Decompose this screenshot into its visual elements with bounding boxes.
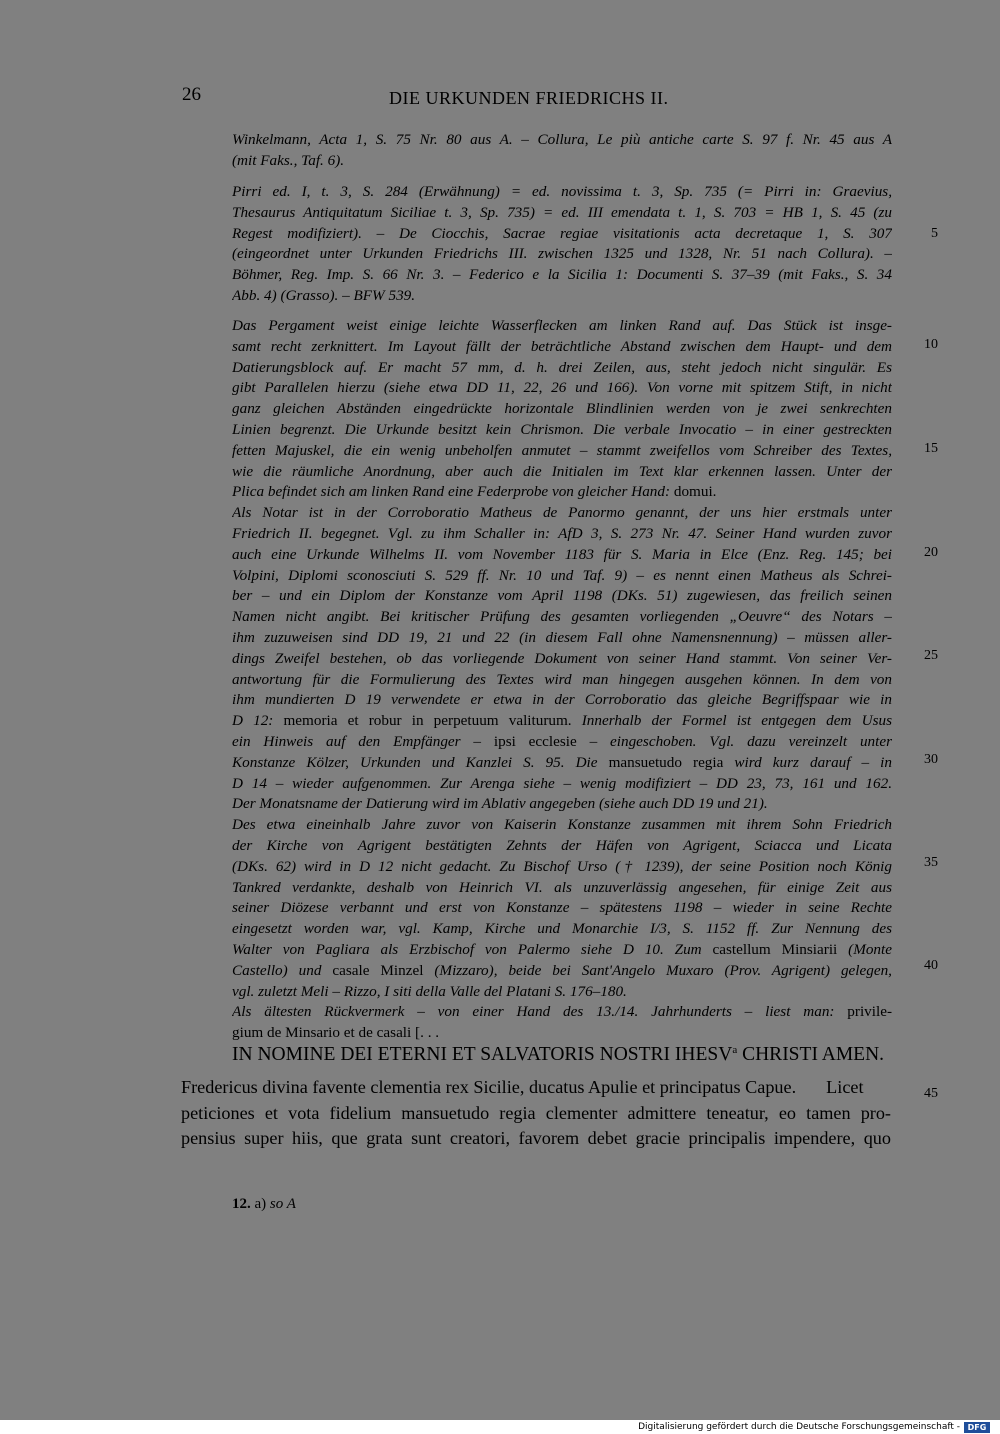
note-line: (DKs. 62) wird in D 12 nicht gedacht. Zu Bischof Urso († 1239), der seine Position noch König — [232, 857, 892, 875]
note-line — [232, 961, 892, 982]
footnote-number: 12. — [232, 1196, 251, 1212]
invocatio-heading — [232, 1044, 884, 1066]
note-line: gium de Minsario et de casali [. . . — [232, 1024, 440, 1042]
note-text: wird kurz darauf – in — [723, 753, 892, 771]
line-number: 40 — [924, 958, 938, 973]
note-line: Volpini, Diplomi sconosciuti S. 529 ff. Nr. 10 und Taf. 9) – es nennt einen Matheus als Schrei- — [232, 566, 892, 584]
note-text: (Mizzaro), beide bei Sant'Angelo Muxaro (Prov. Agrigent) gelegen, — [423, 961, 892, 979]
note-line: Als Notar ist in der Corroboratio Matheus de Panormo genannt, der uns hier erstmals unter — [232, 504, 892, 522]
note-text: Innerhalb der Formel ist entgegen dem Usus — [571, 712, 892, 730]
line-number: 15 — [924, 441, 938, 456]
invocatio-text: IN NOMINE DEI ETERNI ET SALVATORIS NOSTRI IHESV — [232, 1044, 733, 1065]
note-line: ber – und ein Diplom der Konstanze vom April 1198 (DKs. 51) zugewiesen, das freilich seinen — [232, 587, 892, 605]
note-line: (mit Faks., Taf. 6). — [232, 151, 345, 169]
note-line: Linien begrenzt. Die Urkunde besitzt kein Chrismon. Die verbale Invocatio – in einer gestreckten — [232, 420, 892, 438]
note-line: Der Monatsname der Datierung wird im Ablativ angegeben (siehe auch DD 19 und 21). — [232, 795, 768, 813]
funding-credit: Digitalisierung gefördert durch die Deutsche Forschungsgemeinschaft - — [638, 1422, 960, 1432]
text-line: peticiones et vota fidelium mansuetudo regia clementer admittere teneatur, eo tamen pro- — [181, 1102, 891, 1123]
note-line: Tankred verdankte, deshalb von Heinrich VI. als unzuverlässig angesehen, für einige Zeit aus — [232, 878, 892, 896]
note-line — [232, 940, 892, 961]
note-text: Walter von Pagliara als Erzbischof von Palermo siehe D 10. Zum — [232, 940, 702, 958]
note-line: (eingeordnet unter Urkunden Friedrichs III. zwischen 1325 und 1328, Nr. 51 nach Collura). – — [232, 245, 892, 263]
quoted-source-text: ipsi ecclesie — [493, 732, 577, 750]
note-line: samt recht zerknittert. Im Layout fällt der beträchtliche Abstand zwischen dem Haupt- und dem — [232, 337, 892, 355]
line-number: 30 — [924, 752, 938, 767]
note-text: D 12: — [232, 712, 284, 730]
bibliography-block-a — [232, 130, 892, 172]
note-line: Winkelmann, Acta 1, S. 75 Nr. 80 aus A. – Collura, Le più antiche carte S. 97 f. Nr. 45 aus A — [232, 131, 892, 148]
charter-text — [181, 1075, 891, 1152]
note-text: Konstanze Kölzer, Urkunden und Kanzlei S. 95. Die — [232, 753, 609, 771]
bibliography-block-b — [232, 182, 892, 307]
note-text: Als ältesten Rückvermerk – von einer Hand des 13./14. Jahrhunderts – liest man: — [232, 1003, 835, 1021]
text-line — [181, 1075, 891, 1101]
footer-bar — [0, 1420, 1000, 1434]
note-line: auch eine Urkunde Wilhelms II. vom November 1183 für S. Maria in Elce (Enz. Reg. 145; bei — [232, 545, 892, 563]
footnote-marker: a — [732, 1044, 738, 1056]
text-segment: Fredericus divina favente clementia rex Sicilie, ducatus Apulie et principatus Capue. — [181, 1077, 797, 1097]
page-number: 26 — [182, 84, 201, 105]
quoted-source-text: castellum Minsiarii — [701, 940, 838, 958]
quoted-source-text: mansuetudo regia — [608, 753, 724, 771]
line-number: 25 — [924, 648, 938, 663]
note-line — [232, 732, 892, 753]
note-line: Thesaurus Antiquitatum Siciliae t. 3, Sp. 735) = ed. III emendata t. 1, S. 703 = HB 1, S. 45 (zu — [232, 203, 892, 221]
commentary-block — [232, 316, 892, 1044]
note-line: vgl. zuletzt Meli – Rizzo, I siti della Valle del Platani S. 176–180. — [232, 982, 627, 1000]
note-text: (Monte — [837, 940, 892, 958]
note-line: Friedrich II. begegnet. Vgl. zu ihm Schaller in: AfD 3, S. 273 Nr. 47. Seiner Hand wurden zuvor — [232, 524, 892, 542]
note-line: Des etwa eineinhalb Jahre zuvor von Kaiserin Konstanze zusammen mit ihrem Sohn Friedrich — [232, 816, 892, 834]
note-line: Abb. 4) (Grasso). – BFW 539. — [232, 286, 416, 304]
note-line: dings Zweifel bestehen, ob das vorliegende Dokument von seiner Hand stammt. Von seiner Ver- — [232, 649, 892, 667]
text-line: pensius super hiis, que grata sunt creatori, favorem debet gracie principalis impendere, quo — [181, 1128, 891, 1149]
note-text: ein Hinweis auf den Empfänger – — [232, 732, 494, 750]
note-line: seiner Diözese verbannt und erst von Konstanze – spätestens 1198 – wieder in seine Rechte — [232, 899, 892, 917]
note-line: Pirri ed. I, t. 3, S. 284 (Erwähnung) = ed. novissima t. 3, Sp. 735 (= Pirri in: Graevius, — [232, 183, 892, 200]
note-text: – eingeschoben. Vgl. dazu vereinzelt unter — [576, 732, 892, 750]
note-line: Böhmer, Reg. Imp. S. 66 Nr. 3. – Federico e la Sicilia 1: Documenti S. 37–39 (mit Faks., S. 34 — [232, 266, 892, 284]
note-line: der Kirche von Agrigent bestätigten Zehnts der Häfen von Agrigent, Sciacca und Licata — [232, 836, 892, 854]
footnote-marker: a) — [250, 1196, 267, 1212]
note-line: Regest modifiziert). – De Ciocchis, Sacrae regiae visitationis acta decretaque 1, S. 307 — [232, 224, 892, 242]
note-line: ihm mundierten D 19 verwendete er etwa in der Corroboratio das gleiche Begriffspaar wie in — [232, 691, 892, 709]
quoted-source-text: memoria et robur in perpetuum valiturum. — [283, 712, 572, 730]
line-number: 45 — [924, 1086, 938, 1101]
note-line: D 14 – wieder aufgenommen. Zur Arenga siehe – wenig modifiziert – DD 23, 73, 161 und 162. — [232, 774, 892, 792]
note-line: Das Pergament weist einige leichte Wasserflecken am linken Rand auf. Das Stück ist insge- — [232, 317, 892, 334]
note-line: eingesetzt worden war, vgl. Kamp, Kirche und Monarchie I/3, S. 1152 ff. Zur Nennung des — [232, 920, 892, 938]
note-line: Namen nicht angibt. Bei kritischer Prüfung des gesamten vorliegenden „Oeuvre“ des Notars – — [232, 608, 892, 626]
line-number: 35 — [924, 855, 938, 870]
quoted-source-text: privile- — [834, 1003, 892, 1021]
quoted-source-text: domui. — [670, 483, 717, 501]
text-segment: Licet — [826, 1077, 864, 1097]
footnote — [232, 1196, 296, 1213]
note-line — [232, 482, 892, 503]
invocatio-text: CHRISTI AMEN. — [737, 1044, 885, 1065]
note-line — [232, 711, 892, 732]
note-line — [232, 753, 892, 774]
note-line: Datierungsblock auf. Er macht 57 mm, d. h. drei Zeilen, aus, steht jedoch nicht singulär. Es — [232, 358, 892, 376]
note-line: wie die räumliche Anordnung, aber auch die Initialen im Text klar erkennen lassen. Unter der — [232, 462, 892, 480]
quoted-source-text: casale Minzel — [332, 961, 424, 979]
note-line: gibt Parallelen hierzu (siehe etwa DD 11, 22, 26 und 166). Von vorne mit spitzem Stift, in nicht — [232, 379, 892, 397]
note-text: Plica befindet sich am linken Rand eine Federprobe von gleicher Hand: — [232, 483, 671, 501]
note-line — [232, 1002, 892, 1023]
note-line: fetten Majuskel, die ein wenig unbeholfen anmutet – stammt zweifellos vom Schreiber des Textes, — [232, 441, 892, 459]
note-line: ihm zuzuweisen sind DD 19, 21 und 22 (in diesem Fall ohne Namensnennung) – müssen aller- — [232, 628, 892, 646]
dfg-logo: DFG — [964, 1422, 990, 1433]
line-number: 10 — [924, 337, 938, 352]
line-number: 5 — [931, 226, 938, 241]
footnote-text: so A — [266, 1196, 296, 1212]
note-line: antwortung für die Formulierung des Textes wird man hingegen ausgehen können. In dem von — [232, 670, 892, 688]
running-head: DIE URKUNDEN FRIEDRICHS II. — [389, 88, 669, 108]
line-number: 20 — [924, 545, 938, 560]
note-line: ganz gleichen Abständen eingedrückte horizontale Blindlinien werden von je zwei senkrechten — [232, 400, 892, 418]
note-text: Castello) und — [232, 961, 333, 979]
